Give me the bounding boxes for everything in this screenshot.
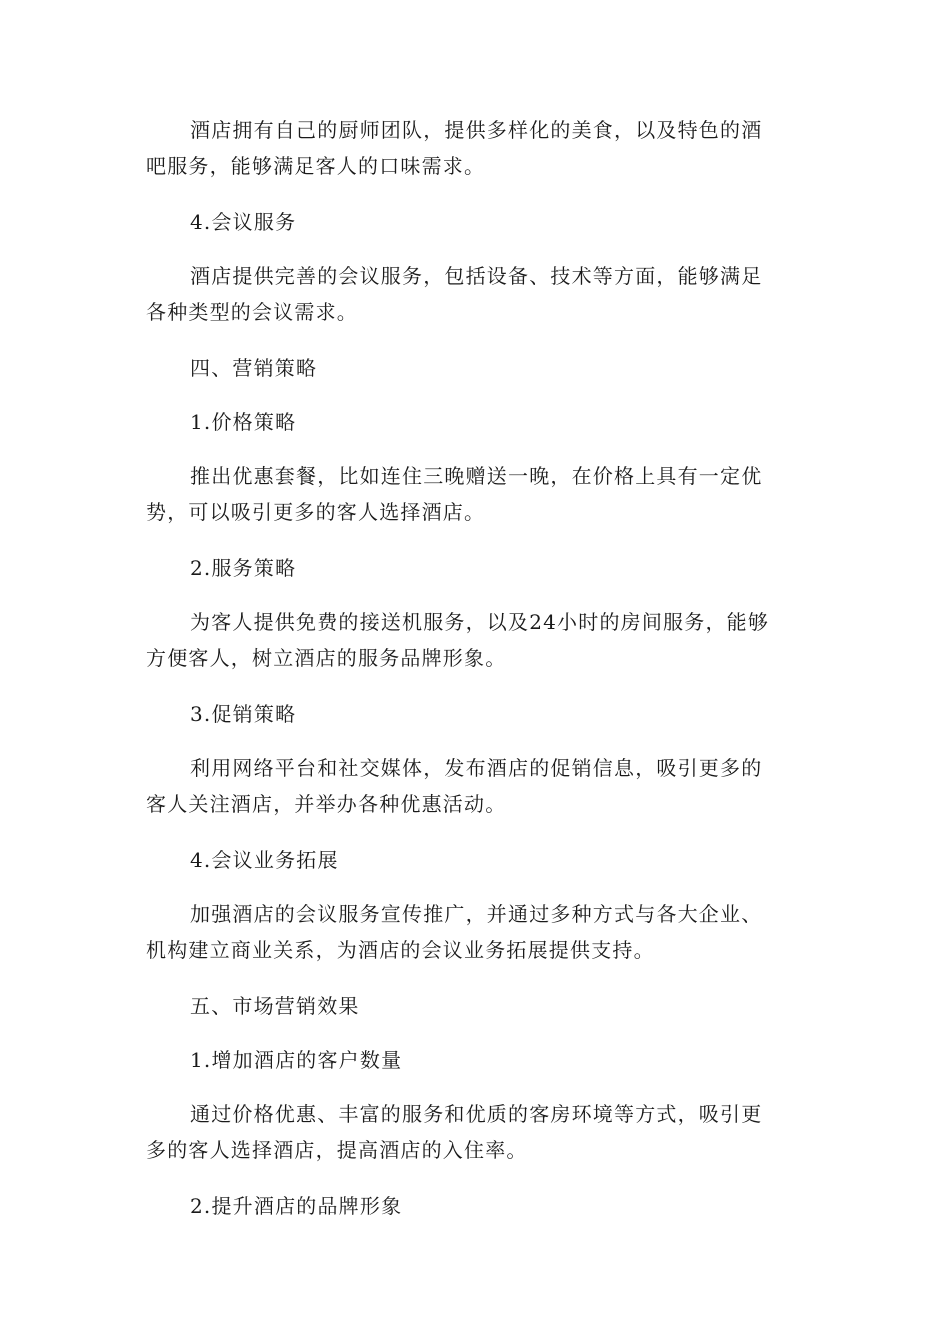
paragraph-line: 加强酒店的会议服务宣传推广，并通过多种方式与各大企业、 (190, 902, 763, 926)
paragraph-line: 吧服务，能够满足客人的口味需求。 (146, 154, 486, 178)
heading-meeting-business-expansion: 4.会议业务拓展 (190, 848, 339, 872)
paragraph-line: 机构建立商业关系，为酒店的会议业务拓展提供支持。 (146, 938, 655, 962)
paragraph-meeting-business-expansion (146, 896, 806, 968)
paragraph-line: 利用网络平台和社交媒体，发布酒店的促销信息，吸引更多的 (190, 756, 763, 780)
heading-increase-customers: 1.增加酒店的客户数量 (190, 1048, 403, 1072)
heading-service-strategy: 2.服务策略 (190, 556, 297, 580)
paragraph-line: 各种类型的会议需求。 (146, 300, 358, 324)
heading-brand-image: 2.提升酒店的品牌形象 (190, 1194, 403, 1218)
paragraph-line: 方便客人，树立酒店的服务品牌形象。 (146, 646, 507, 670)
paragraph-increase-customers (146, 1096, 806, 1168)
paragraph-service-strategy (146, 604, 806, 676)
paragraph-line: 客人关注酒店，并举办各种优惠活动。 (146, 792, 507, 816)
paragraph-line: 酒店提供完善的会议服务，包括设备、技术等方面，能够满足 (190, 264, 763, 288)
heading-promotion-strategy: 3.促销策略 (190, 702, 297, 726)
paragraph-line: 势，可以吸引更多的客人选择酒店。 (146, 500, 486, 524)
paragraph-promotion-strategy (146, 750, 806, 822)
paragraph-line: 多的客人选择酒店，提高酒店的入住率。 (146, 1138, 528, 1162)
paragraph-line: 为客人提供免费的接送机服务，以及24小时的房间服务，能够 (190, 610, 770, 634)
paragraph-meeting-service (146, 258, 806, 330)
paragraph-price-strategy (146, 458, 806, 530)
section-heading-marketing-strategy: 四、营销策略 (190, 356, 318, 380)
paragraph-line: 通过价格优惠、丰富的服务和优质的客房环境等方式，吸引更 (190, 1102, 763, 1126)
heading-meeting-service: 4.会议服务 (190, 210, 297, 234)
paragraph-line: 推出优惠套餐，比如连住三晚赠送一晚，在价格上具有一定优 (190, 464, 763, 488)
paragraph-line: 酒店拥有自己的厨师团队，提供多样化的美食，以及特色的酒 (190, 118, 763, 142)
section-heading-marketing-effect: 五、市场营销效果 (190, 994, 360, 1018)
heading-price-strategy: 1.价格策略 (190, 410, 297, 434)
paragraph-restaurant-service (146, 112, 806, 184)
